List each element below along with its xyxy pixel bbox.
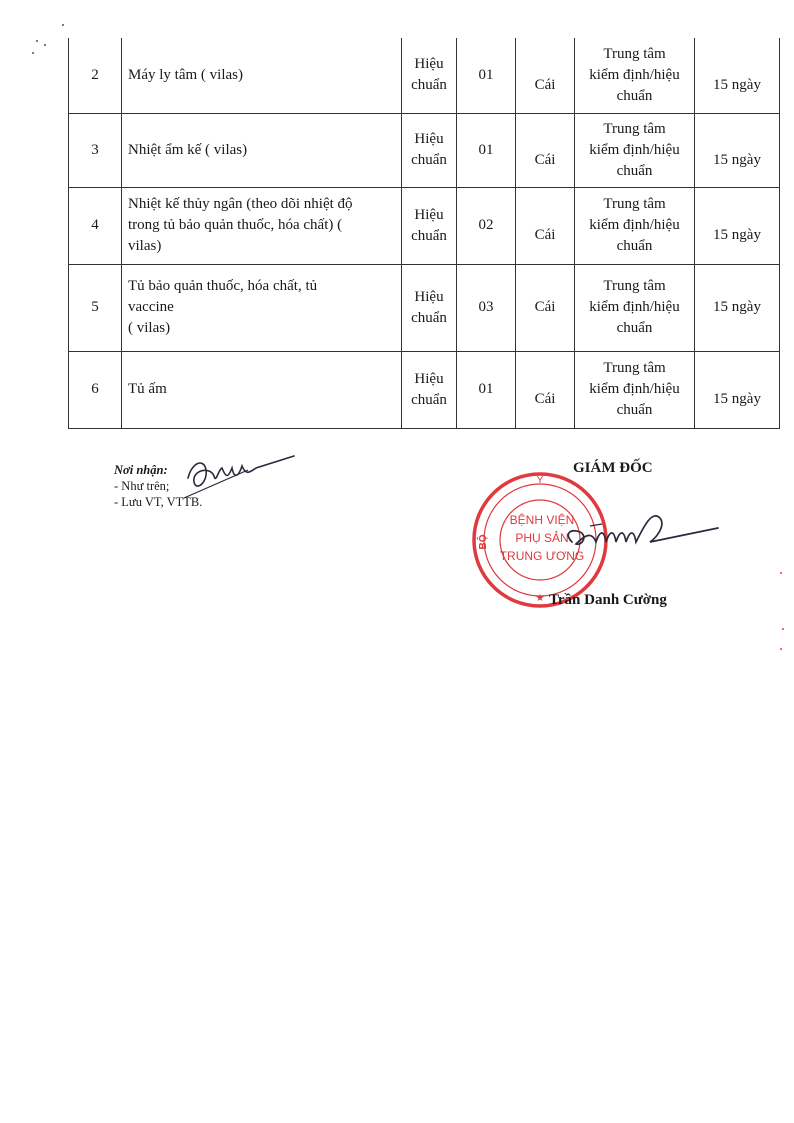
service-type: Hiệu chuẩn bbox=[402, 351, 457, 428]
service-place: Trung tâm kiểm định/hiệu chuẩn bbox=[575, 187, 695, 264]
unit: Cái bbox=[516, 38, 575, 113]
duration: 15 ngày bbox=[695, 113, 780, 187]
quantity: 01 bbox=[457, 38, 516, 113]
service-type: Hiệu chuẩn bbox=[402, 264, 457, 351]
svg-text:BỆNH VIỆN: BỆNH VIỆN bbox=[509, 513, 575, 527]
initials-signature-icon bbox=[170, 448, 300, 518]
quantity: 01 bbox=[457, 351, 516, 428]
svg-text:PHỤ SẢN: PHỤ SẢN bbox=[515, 531, 569, 545]
director-signature-icon bbox=[560, 498, 726, 568]
scan-speck bbox=[780, 648, 782, 650]
unit: Cái bbox=[516, 264, 575, 351]
service-place: Trung tâm kiểm định/hiệu chuẩn bbox=[575, 113, 695, 187]
equipment-name: Nhiệt kế thủy ngân (theo dõi nhiệt độ trong tủ bảo quản thuốc, hóa chất) ( vilas) bbox=[122, 187, 402, 264]
table-row bbox=[69, 113, 780, 187]
duration: 15 ngày bbox=[695, 351, 780, 428]
equipment-name: Tủ ấm bbox=[122, 351, 402, 428]
table-row bbox=[69, 351, 780, 428]
row-number: 3 bbox=[69, 113, 122, 187]
equipment-name: Tủ bảo quản thuốc, hóa chất, tủ vaccine ( vilas) bbox=[122, 264, 402, 351]
recipients-heading: Nơi nhận: bbox=[114, 463, 168, 477]
duration: 15 ngày bbox=[695, 264, 780, 351]
scan-speck bbox=[32, 52, 34, 54]
service-type: Hiệu chuẩn bbox=[402, 38, 457, 113]
scan-speck bbox=[782, 628, 784, 630]
unit: Cái bbox=[516, 351, 575, 428]
duration: 15 ngày bbox=[695, 38, 780, 113]
table-row bbox=[69, 264, 780, 351]
equipment-name: Nhiệt ẩm kế ( vilas) bbox=[122, 113, 402, 187]
row-number: 6 bbox=[69, 351, 122, 428]
svg-text:Y: Y bbox=[536, 475, 544, 486]
service-place: Trung tâm kiểm định/hiệu chuẩn bbox=[575, 38, 695, 113]
quantity: 01 bbox=[457, 113, 516, 187]
scan-speck bbox=[780, 572, 782, 574]
scan-speck bbox=[62, 24, 64, 26]
scan-speck bbox=[44, 44, 46, 46]
service-place: Trung tâm kiểm định/hiệu chuẩn bbox=[575, 351, 695, 428]
service-type: Hiệu chuẩn bbox=[402, 113, 457, 187]
equipment-table bbox=[68, 38, 780, 429]
table-row bbox=[69, 187, 780, 264]
table-row bbox=[69, 38, 780, 113]
unit: Cái bbox=[516, 187, 575, 264]
service-type: Hiệu chuẩn bbox=[402, 187, 457, 264]
quantity: 03 bbox=[457, 264, 516, 351]
unit: Cái bbox=[516, 113, 575, 187]
svg-text:BỘ: BỘ bbox=[478, 534, 489, 550]
scan-speck bbox=[36, 40, 38, 42]
row-number: 2 bbox=[69, 38, 122, 113]
row-number: 4 bbox=[69, 187, 122, 264]
recipient-item: - Lưu VT, VTTB. bbox=[114, 495, 203, 509]
svg-text:★: ★ bbox=[535, 593, 545, 604]
duration: 15 ngày bbox=[695, 187, 780, 264]
recipient-item: - Như trên; bbox=[114, 479, 170, 493]
director-title: GIÁM ĐỐC bbox=[573, 460, 653, 476]
service-place: Trung tâm kiểm định/hiệu chuẩn bbox=[575, 264, 695, 351]
row-number: 5 bbox=[69, 264, 122, 351]
svg-text:TRUNG ƯƠNG: TRUNG ƯƠNG bbox=[499, 549, 585, 563]
equipment-name: Máy ly tâm ( vilas) bbox=[122, 38, 402, 113]
director-name: Trần Danh Cường bbox=[549, 592, 667, 608]
quantity: 02 bbox=[457, 187, 516, 264]
